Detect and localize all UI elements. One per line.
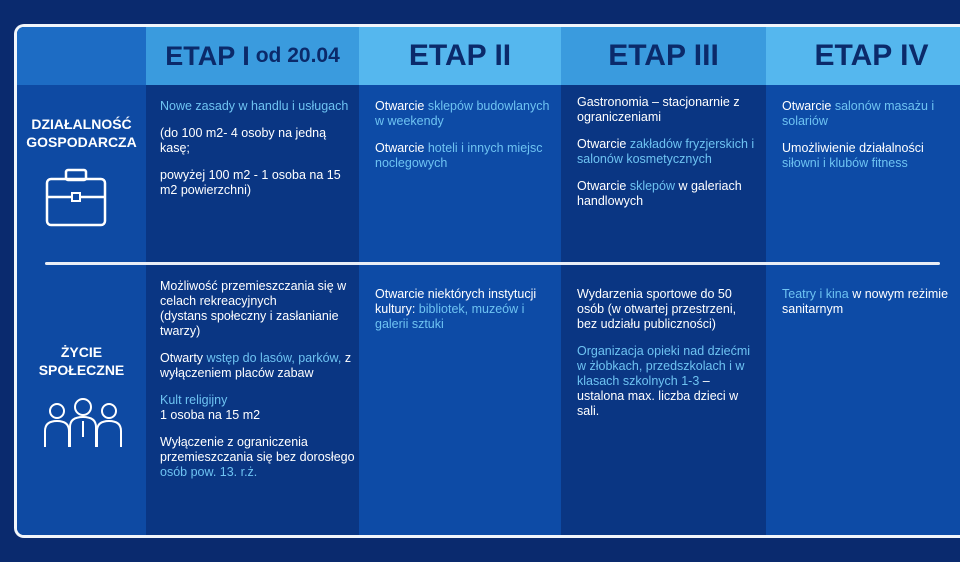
social-stage-3-text-2a: Organizacja opieki nad dziećmi w żłobkach, przedszkolach i w klasach szkolnych 1-3 [577,344,751,388]
social-stage-2-text-1b: bibliotek, muzeów i galerii sztuki [375,302,525,331]
social-stage-1-text-1: Możliwość przemieszczania się w celach rekreacyjnych [160,279,347,308]
stage-2-title: ETAP II [408,39,512,72]
social-stage-4-text-1b: w nowym reżimie sanitarnym [782,287,949,316]
cell-social-stage-2 [375,287,555,344]
business-stage-3-text-3a: Otwarcie [577,179,627,193]
stage-3-header [561,27,766,85]
corner-header [17,27,146,85]
social-stage-1-text-4a: Kult religijny [160,393,228,407]
social-stage-1-text-4b: 1 osoba na 15 m2 [160,408,261,422]
stage-1-header [146,27,359,85]
row-label-business-line1: DZIAŁALNOŚĆ [31,116,132,132]
business-stage-3-text-2b: zakładów fryzjerskich i salonów kosmetycznych [577,137,755,166]
business-stage-4-text-2a: Umożliwienie działalności [782,141,924,155]
cell-business-stage-4 [782,99,952,183]
social-stage-4-text-1a: Teatry i kina [782,287,849,301]
business-stage-2-text-1a: Otwarcie [375,99,425,113]
social-stage-1-text-2: (dystans społeczny i zasłanianie twarzy) [160,309,339,338]
stage-4-header [766,27,960,85]
social-stage-1-text-5a: Wyłączenie z ograniczenia przemieszczania się bez dorosłego [160,435,355,464]
business-stage-2-text-1b: sklepów budowlanych w weekendy [375,99,550,128]
business-stage-4-text-1a: Otwarcie [782,99,832,113]
business-stage-4-text-1b: salonów masażu i solariów [782,99,935,128]
cell-business-stage-1 [160,99,358,210]
stage-2-header [359,27,561,85]
people-icon [43,397,123,449]
briefcase-icon [44,167,108,229]
social-stage-2-text-1a: Otwarcie niektórych instytucji kultury: [375,287,537,316]
social-stage-1-text-3b: wstęp do lasów, parków, [206,351,342,365]
business-stage-2-text-2a: Otwarcie [375,141,425,155]
row-label-business-line2: GOSPODARCZA [26,134,137,150]
business-stage-3-text-3c: w galeriach handlowych [577,179,742,208]
cell-business-stage-3 [577,95,757,221]
social-stage-1-text-3a: Otwarty [160,351,204,365]
social-stage-3-text-1: Wydarzenia sportowe do 50 osób (w otwartej przestrzeni, bez udziału publiczności) [577,287,737,331]
row-divider [45,262,940,265]
row-label-business [17,115,146,151]
row-label-social [17,343,146,379]
social-stage-1-text-5b: osób pow. 13. r.ż. [160,465,258,479]
cell-social-stage-1 [160,279,358,492]
business-stage-4-text-2b: siłowni i klubów fitness [782,156,908,170]
business-stage-3-text-2a: Otwarcie [577,137,627,151]
business-stage-2-text-2b: hoteli i innych miejsc noclegowych [375,141,543,170]
stage-1-date: od 20.04 [255,44,340,67]
cell-social-stage-3 [577,287,757,431]
restrictions-table [14,24,960,538]
business-stage-3-text-3b: sklepów [629,179,675,193]
cell-social-stage-4 [782,287,957,329]
business-stage-1-text-1: Nowe zasady w handlu i usługach [160,99,349,113]
social-stage-3-text-2b: – ustalona max. liczba dzieci w sali. [577,374,739,418]
stage-3-title: ETAP III [608,39,719,72]
social-stage-1-text-3c: z wyłączeniem placów zabaw [160,351,352,380]
row-label-social-line2: SPOŁECZNE [38,362,125,378]
row-label-social-line1: ŻYCIE [60,344,103,360]
cell-business-stage-2 [375,99,555,183]
stage-4-title: ETAP IV [814,39,929,72]
business-stage-1-text-2: (do 100 m2- 4 osoby na jedną kasę; [160,126,327,155]
row-labels-column [17,27,146,535]
business-stage-3-text-1: Gastronomia – stacjonarnie z ograniczeniami [577,95,740,124]
stage-1-title: ETAP I [165,40,250,71]
business-stage-1-text-3: powyżej 100 m2 - 1 osoba na 15 m2 powierzchni) [160,168,341,197]
